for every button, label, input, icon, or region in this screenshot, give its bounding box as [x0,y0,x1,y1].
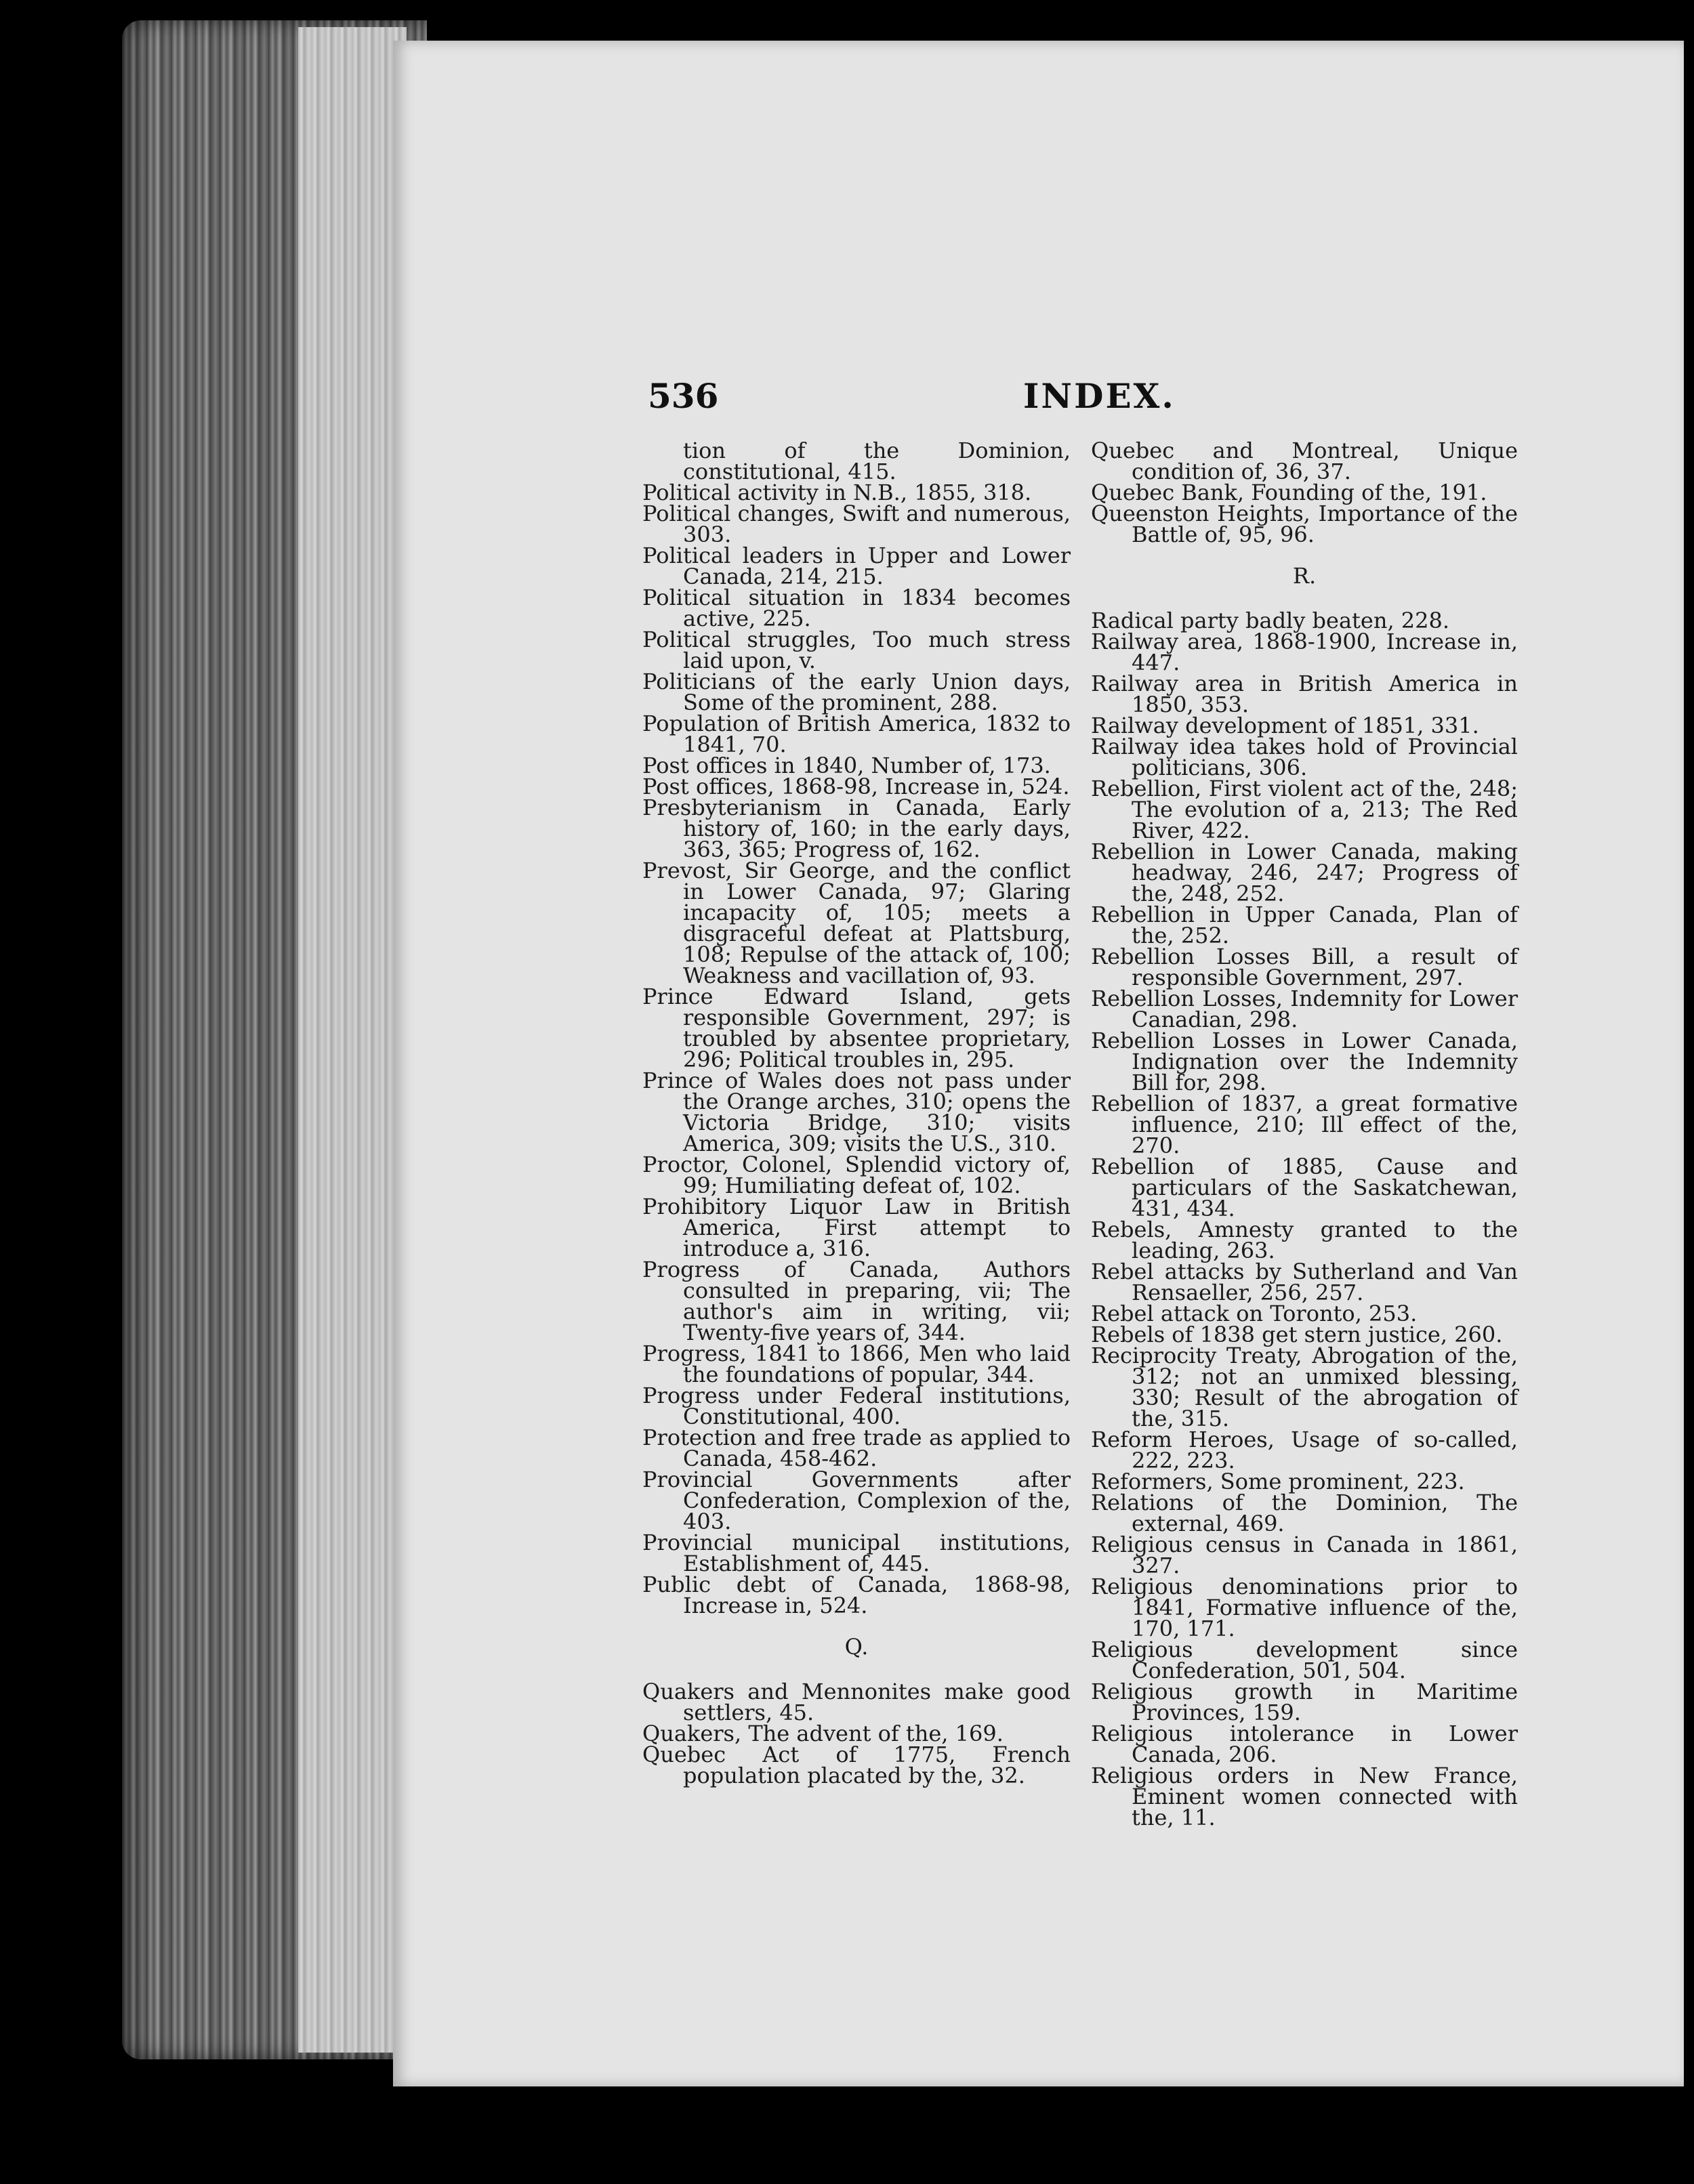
index-entry: Post offices in 1840, Number of, 173. [642,753,1051,778]
index-entry: Rebellion Losses Bill, a result of responsible Government, 297. [1091,944,1518,990]
index-entry: Provincial Governments after Confederation, Complexion of the, 403. [642,1467,1071,1534]
index-entry: Quakers, The advent of the, 169. [642,1721,1004,1746]
index-entry: Rebellion of 1885, Cause and particulars of the Saskatchewan, 431, 434. [1091,1154,1518,1221]
index-entry: Post offices, 1868-98, Increase in, 524. [642,774,1070,799]
index-entry: Political leaders in Upper and Lower Canada, 214, 215. [642,543,1071,589]
index-entry: Reformers, Some prominent, 223. [1091,1469,1465,1494]
index-entry: tion of the Dominion, constitutional, 415. [683,438,1071,484]
index-page [393,41,1684,2086]
index-entry: Provincial municipal institutions, Establishment of, 445. [642,1530,1071,1576]
index-entry: Religious growth in Maritime Provinces, 159. [1091,1679,1518,1725]
index-entry: Railway idea takes hold of Provincial politicians, 306. [1091,734,1518,780]
index-entry: Rebellion Losses, Indemnity for Lower Canadian, 298. [1091,986,1518,1032]
index-entry: Prevost, Sir George, and the conflict in Lower Canada, 97; Glaring incapacity of, 105; meets a disgraceful defeat at Plattsburg, 108; Repulse of the attack of, 100; Weakness and vacillation of, 93. [642,858,1071,988]
index-entry: Quakers and Mennonites make good settlers, 45. [642,1679,1071,1725]
index-entry: Political situation in 1834 becomes active, 225. [642,585,1071,631]
index-entry: Rebellion Losses in Lower Canada, Indignation over the Indemnity Bill for, 298. [1091,1028,1518,1095]
page-header [393,335,1684,417]
book-page-edges-inner [298,27,407,2053]
running-title: INDEX. [1023,376,1176,416]
index-entry: Political activity in N.B., 1855, 318. [642,480,1032,505]
index-entry: Public debt of Canada, 1868-98, Increase in, 524. [642,1572,1071,1618]
index-entry: Religious denominations prior to 1841, Formative influence of the, 170, 171. [1091,1574,1518,1641]
index-entry: Relations of the Dominion, The external, 469. [1091,1490,1518,1536]
index-entry: Railway development of 1851, 331. [1091,713,1479,738]
index-entry: Rebellion of 1837, a great formative influence, 210; Ill effect of the, 270. [1091,1091,1518,1158]
index-entry: Radical party badly beaten, 228. [1091,608,1450,633]
index-entry: Rebellion in Lower Canada, making headway, 246, 247; Progress of the, 248, 252. [1091,839,1518,906]
index-entry: Presbyterianism in Canada, Early history of, 160; in the early days, 363, 365; Progress of, 162. [642,795,1071,862]
index-column-left [642,440,1071,1786]
index-entry: Prince Edward Island, gets responsible Government, 297; is troubled by absentee proprietary, 296; Political troubles in, 295. [642,984,1071,1072]
index-column-right [1091,440,1518,1828]
index-entry: Rebellion, First violent act of the, 248; The evolution of a, 213; The Red River, 422. [1091,776,1518,843]
index-entry: Political changes, Swift and numerous, 303. [642,501,1071,547]
index-entry: Railway area, 1868-1900, Increase in, 447. [1091,629,1518,675]
index-entry: Progress of Canada, Authors consulted in preparing, vii; The author's aim in writing, vii; Twenty-five years of, 344. [642,1257,1071,1345]
index-entry: Religious intolerance in Lower Canada, 206. [1091,1721,1518,1767]
index-entry: Progress under Federal institutions, Constitutional, 400. [642,1383,1071,1429]
index-entry: Religious development since Confederation, 501, 504. [1091,1637,1518,1683]
index-entry: Reform Heroes, Usage of so-called, 222, 223. [1091,1427,1518,1473]
index-entry: Railway area in British America in 1850, 353. [1091,671,1518,717]
index-entry: Politicians of the early Union days, Some of the prominent, 288. [642,669,1071,715]
index-entry: Religious orders in New France, Eminent women connected with the, 11. [1091,1763,1518,1830]
index-entry: Prince of Wales does not pass under the Orange arches, 310; opens the Victoria Bridge, 310; visits America, 309; visits the U.S., 310. [642,1068,1071,1156]
section-letter: Q. [844,1634,869,1660]
section-letter: R. [1292,563,1317,589]
index-entry: Prohibitory Liquor Law in British America, First attempt to introduce a, 316. [642,1194,1071,1261]
index-entry: Rebel attack on Toronto, 253. [1091,1301,1418,1326]
index-entry: Population of British America, 1832 to 1841, 70. [642,711,1071,757]
index-entry: Political struggles, Too much stress laid upon, v. [642,627,1071,673]
index-entry: Rebellion in Upper Canada, Plan of the, 252. [1091,902,1518,948]
page-number: 536 [648,376,719,416]
index-entry: Rebels, Amnesty granted to the leading, 263. [1091,1217,1518,1263]
index-entry: Quebec Act of 1775, French population placated by the, 32. [642,1742,1071,1788]
index-entry: Religious census in Canada in 1861, 327. [1091,1532,1518,1578]
index-entry: Rebel attacks by Sutherland and Van Rensaeller, 256, 257. [1091,1259,1518,1305]
index-entry: Queenston Heights, Importance of the Battle of, 95, 96. [1091,501,1518,547]
index-entry: Rebels of 1838 get stern justice, 260. [1091,1322,1503,1347]
index-entry: Quebec Bank, Founding of the, 191. [1091,480,1487,505]
index-entry: Quebec and Montreal, Unique condition of, 36, 37. [1091,438,1518,484]
index-entry: Progress, 1841 to 1866, Men who laid the foundations of popular, 344. [642,1341,1071,1387]
index-entry: Proctor, Colonel, Splendid victory of, 99; Humiliating defeat of, 102. [642,1152,1071,1198]
index-entry: Reciprocity Treaty, Abrogation of the, 312; not an unmixed blessing, 330; Result of the abrogation of the, 315. [1091,1343,1518,1431]
index-entry: Protection and free trade as applied to Canada, 458-462. [642,1425,1071,1471]
